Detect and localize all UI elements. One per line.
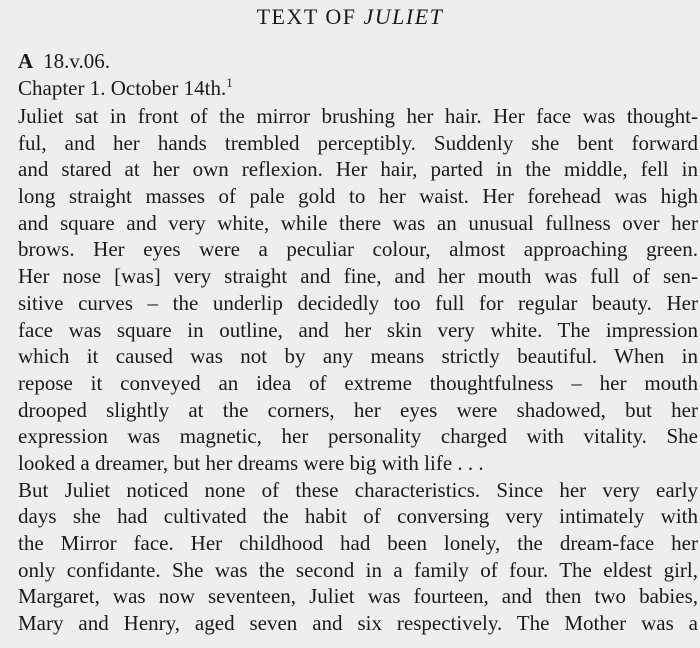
running-head-title: JULIET <box>363 4 444 29</box>
chapter-title: Chapter 1. October 14th. <box>18 76 227 100</box>
text-line: long straight masses of pale gold to her waist. Her forehead was high <box>18 184 698 209</box>
footnote-marker: 1 <box>226 75 233 90</box>
text-line: face was square in outline, and her skin very white. The impression <box>18 317 698 342</box>
paragraph <box>18 477 698 637</box>
paragraph <box>18 103 698 477</box>
text-line: and stared at her own reflexion. Her hair, parted in the middle, fell in <box>18 157 698 182</box>
text-line: only confidante. She was the second in a family of four. The eldest girl, <box>18 557 698 582</box>
text-line: brows. Her eyes were a peculiar colour, almost approaching green. <box>18 237 698 262</box>
text-line: which it caused was not by any means strictly beautiful. When in <box>18 344 698 369</box>
text-line: sitive curves – the underlip decidedly too full for regular beauty. Her <box>18 290 698 315</box>
text-line: the Mirror face. Her childhood had been lonely, the dream-face her <box>18 531 698 555</box>
text-line: and square and very white, while there was an unusual fullness over her <box>18 210 698 235</box>
chapter-heading <box>18 75 233 102</box>
text-line: drooped slightly at the corners, her eyes were shadowed, but her <box>18 397 698 422</box>
text-line: But Juliet noticed none of these characteristics. Since her very early <box>18 477 698 502</box>
text-line: Margaret, was now seventeen, Juliet was fourteen, and then two babies, <box>18 584 698 609</box>
entry-date: 18.v.06. <box>43 49 111 73</box>
manuscript-siglum: A <box>18 49 34 73</box>
version-line <box>18 48 110 75</box>
text-line: Mary and Henry, aged seven and six respectively. The Mother was a <box>18 611 698 636</box>
text-line: looked a dreamer, but her dreams were big with life . . . <box>18 450 484 475</box>
running-head-prefix: TEXT OF <box>256 4 364 29</box>
text-line: repose it conveyed an idea of extreme thoughtfulness – her mouth <box>18 370 698 395</box>
text-line: Her nose [was] very straight and fine, and her mouth was full of sen- <box>18 264 698 289</box>
text-line: Juliet sat in front of the mirror brushing her hair. Her face was thought- <box>18 104 698 128</box>
text-line: ful, and her hands trembled perceptibly. Suddenly she bent forward <box>18 130 698 155</box>
text-line: days she had cultivated the habit of conversing very intimately with <box>18 504 698 529</box>
body-text <box>18 103 698 637</box>
text-line: expression was magnetic, her personality charged with vitality. She <box>18 424 698 449</box>
running-head <box>0 4 700 30</box>
